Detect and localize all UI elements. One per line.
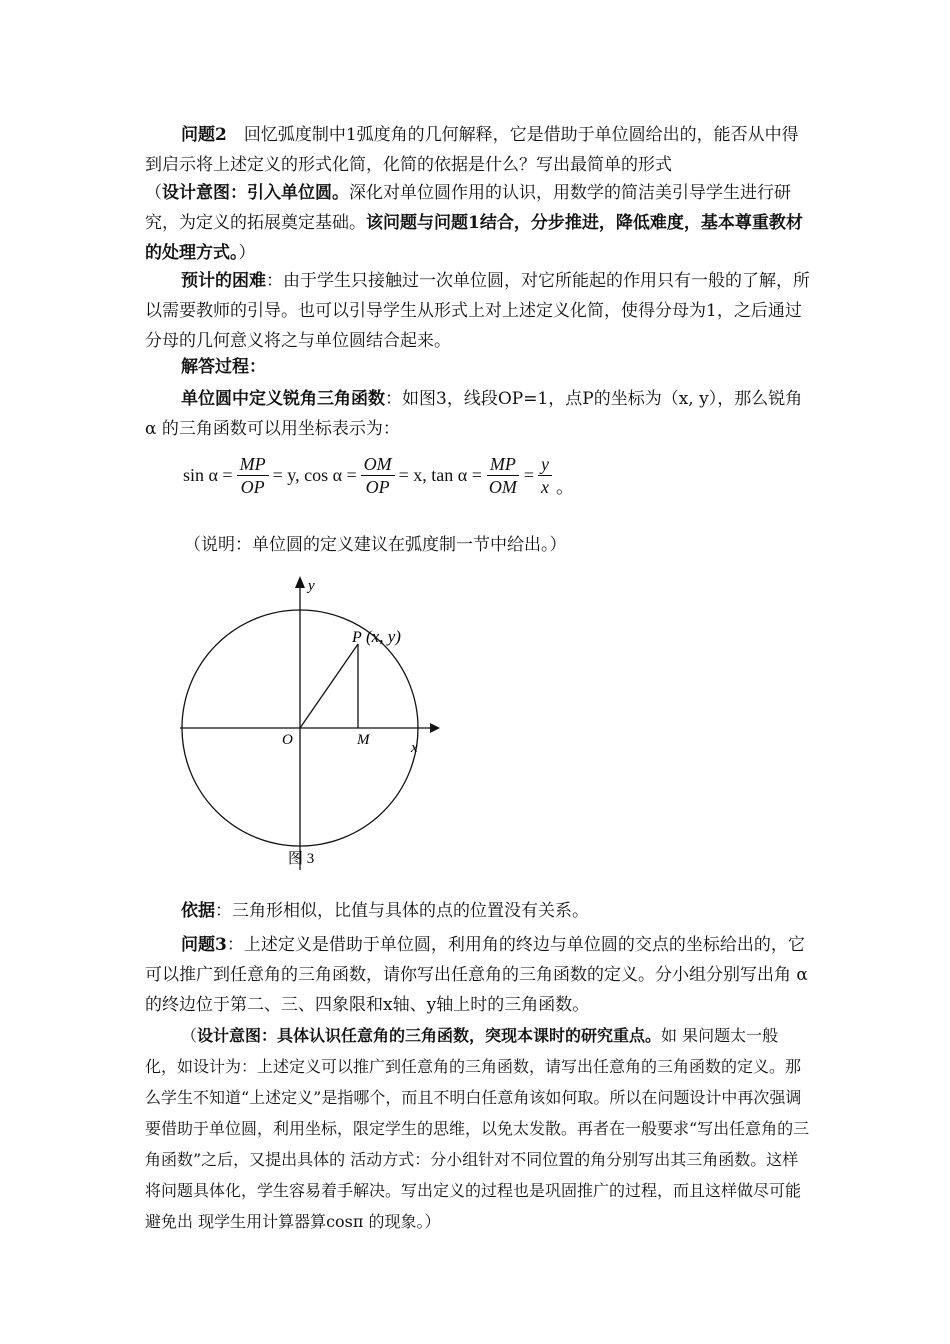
formula-end: 。 <box>556 477 575 497</box>
design-intent-emphasis: 该问题与问题1结合，分步推进，降低难度，基本尊重教材的处理方式。 <box>145 213 803 263</box>
fraction-denominator: OP <box>240 476 265 497</box>
fraction-numerator: y <box>538 453 552 476</box>
point-m-label: M <box>357 732 370 748</box>
x-axis-label: x <box>411 740 418 756</box>
unit-circle-figure <box>170 570 450 880</box>
question-2-label: 问题2 <box>181 125 227 145</box>
trig-formula <box>183 448 574 502</box>
question-3-paragraph <box>145 930 810 1020</box>
x-axis-arrow-icon <box>430 723 440 733</box>
formula-eq-x: = x, tan α = <box>398 464 482 485</box>
design-intent-2-label: 设计意图：具体认识任意角的三角函数，突现本课时的研究重点。 <box>197 1026 662 1045</box>
question-2-text: 回忆弧度制中1弧度角的几何解释，它是借助于单位圆给出的，能否从中得到启示将上述定义的形式化简，化简的依据是什么？写出最简单的形式 <box>145 125 799 175</box>
solution-heading: 解答过程： <box>181 357 266 377</box>
difficulty-paragraph <box>145 266 810 356</box>
segment-op <box>300 644 358 728</box>
design-intent-2-text: 如 果问题太一般化，如设计为：上述定义可以推广到任意角的三角函数，请写出任意角的三角函数的定义。那么学生不知道“上述定义”是指哪个，而且不明白任意角该如何取。所以在问题设计中再次强调要借助于单位圆，利用坐标，限定学生的思维，以免太发散。再者在一般要求“写出任意角的三角函数”之后，又提出具体的 活动方式：分小组针对不同位置的角分别写出其三角函数。这样将问题具体化，学生容易着手解决。写出定义的过程也是巩固推广的过程，而且这样做尽可能避免出 现学生用计算器算cosπ 的现象。 <box>145 1026 810 1231</box>
fraction-y-x <box>538 453 552 498</box>
basis-text: ：三角形相似，比值与具体的点的位置没有关系。 <box>215 901 589 921</box>
formula-sin: sin α = <box>183 464 233 485</box>
origin-label: O <box>282 732 293 748</box>
design-intent-text: 深化对单位圆作用的认识，用数学的简洁美引导学生进行研究，为定义的拓展奠定基础。 <box>145 183 791 233</box>
y-axis-arrow-icon <box>295 576 305 588</box>
formula-eq-y: = y, cos α = <box>272 464 357 485</box>
difficulty-label: 预计的困难 <box>181 271 266 291</box>
difficulty-text: ：由于学生只接触过一次单位圆，对它所能起的作用只有一般的了解，所以需要教师的引导。也可以引导学生从形式上对上述定义化简，使得分母为1，之后通过分母的几何意义将之与单位圆结合起来。 <box>145 271 810 351</box>
unit-circle-definition-label: 单位圆中定义锐角三角函数 <box>181 389 385 409</box>
basis-paragraph <box>145 896 810 926</box>
basis-label: 依据 <box>181 901 215 921</box>
close-paren: ） <box>238 243 256 263</box>
figure-caption: 图 3 <box>288 851 315 867</box>
point-p-coordinates: (x, y) <box>366 627 401 646</box>
formula-eq: = <box>523 464 535 485</box>
unit-circle-definition-paragraph <box>145 384 810 444</box>
unit-circle-definition-text: ：如图3，线段OP=1，点P的坐标为（x, y），那么锐角 α 的三角函数可以用坐标表示为： <box>145 389 803 439</box>
explanation-note: （说明：单位圆的定义建议在弧度制一节中给出。） <box>184 535 567 555</box>
design-intent-label: 设计意图：引入单位圆。 <box>162 183 349 203</box>
close-paren: ） <box>424 1212 441 1231</box>
fraction-mp-op <box>237 453 269 498</box>
fraction-mp-om <box>486 453 520 498</box>
open-paren: （ <box>145 183 162 203</box>
design-intent-paragraph <box>145 178 810 268</box>
question-3-label: 问题3 <box>181 935 227 955</box>
design-intent-2-paragraph <box>145 1020 810 1237</box>
question-2-paragraph <box>145 120 810 180</box>
point-p-label: P <box>352 629 362 646</box>
y-axis-label: y <box>308 578 315 594</box>
question-3-text: ：上述定义是借助于单位圆，利用角的终边与单位圆的交点的坐标给出的，它可以推广到任意角的三角函数，请你写出任意角的三角函数的定义。分小组分别写出角 α 的终边位于第二、三、四象限和x轴、y轴上时的三角函数。 <box>145 935 808 1015</box>
fraction-numerator: MP <box>487 453 519 476</box>
fraction-denominator: OP <box>365 476 390 497</box>
fraction-numerator: OM <box>361 453 395 476</box>
open-paren: （ <box>181 1026 198 1045</box>
fraction-om-op <box>361 453 395 498</box>
fraction-numerator: MP <box>237 453 269 476</box>
fraction-denominator: OM <box>488 476 517 497</box>
fraction-denominator: x <box>541 476 550 497</box>
